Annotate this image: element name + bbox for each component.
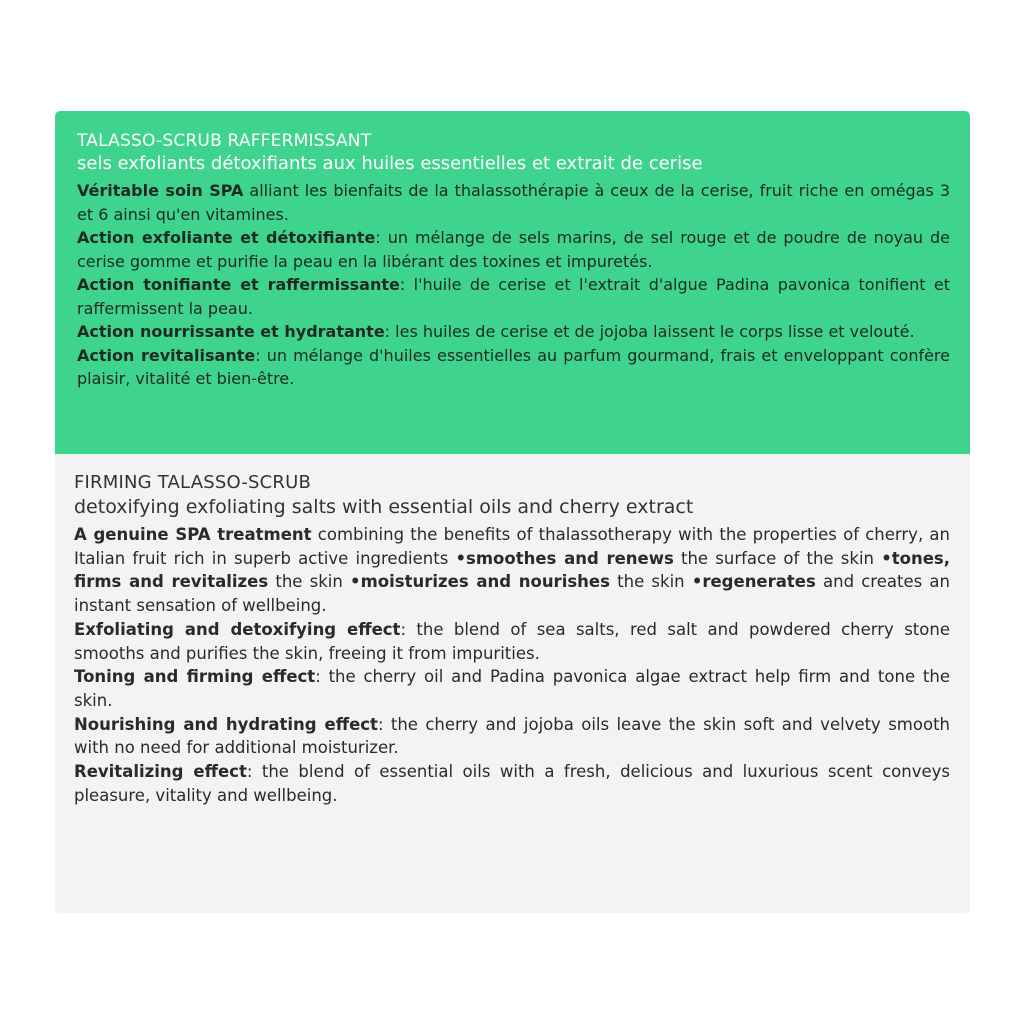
french-paragraph-toning-heading: Action tonifiante et raffermissante [77,275,400,294]
french-paragraph-toning-text: : l'huile de cerise et l'extrait d'algue Padina pavonica tonifient et raffermissent la peau. [77,275,951,318]
french-paragraph-nourishing-heading: Action nourrissante et hydratante [77,322,385,341]
english-spa-benefit-tones: •tones, firms and revitalizes [74,548,950,592]
english-spa-text-4: the skin [609,572,692,592]
english-paragraph-spa [74,523,950,618]
english-paragraph-exfoliating [74,618,950,665]
english-paragraph-nourishing [74,713,950,760]
english-spa-text-1: combining the benefits of thalassotherapy with the properties of cherry, an Italian fruit rich in superb active ingredients [74,525,950,568]
french-subtitle: sels exfoliants détoxifiants aux huiles essentielles et extrait de cerise [77,153,703,174]
french-paragraph-revitalizing [77,344,950,391]
french-title: TALASSO-SCRUB RAFFERMISSANT [77,131,372,151]
english-paragraph-nourishing-heading: Nourishing and hydrating effect [74,714,378,734]
french-paragraph-exfoliating-heading: Action exfoliante et détoxifiante [77,228,376,247]
english-paragraph-revitalizing-heading: Revitalizing effect [74,762,247,782]
french-paragraph-spa-text: alliant les bienfaits de la thalassothérapie à ceux de la cerise, fruit riche en omégas 3 et 6 ainsi qu'en vitamines. [77,181,950,224]
english-spa-benefit-smoothes: •smoothes and renews [455,548,674,568]
english-spa-benefit-moisturizes: •moisturizes and nourishes [350,572,610,592]
french-paragraph-spa-heading: Véritable soin SPA [77,181,244,200]
english-section [55,454,970,913]
english-paragraph-revitalizing-text: : the blend of essential oils with a fresh, delicious and luxurious scent conveys pleasure, vitality and wellbeing. [74,762,950,805]
english-subtitle: detoxifying exfoliating salts with essential oils and cherry extract [74,496,694,518]
english-spa-text-5: and creates an instant sensation of wellbeing. [74,572,950,616]
french-paragraph-nourishing-text: : les huiles de cerise et de jojoba laissent le corps lisse et velouté. [384,322,915,341]
english-spa-text-2: the surface of the skin [673,548,882,568]
english-paragraph-revitalizing [74,760,950,807]
english-paragraph-toning-text: : the cherry oil and Padina pavonica algae extract help firm and tone the skin. [74,667,950,710]
product-label-panel [55,111,970,913]
english-title: FIRMING TALASSO-SCRUB [74,472,312,493]
french-paragraph-revitalizing-text: : un mélange d'huiles essentielles au parfum gourmand, frais et enveloppant confère plaisir, vitalité et bien-être. [77,345,951,388]
french-paragraph-revitalizing-heading: Action revitalisante [77,345,256,365]
french-paragraph-spa [77,179,950,226]
english-spa-benefit-regenerates: •regenerates [691,572,816,592]
french-paragraph-nourishing [77,320,950,344]
english-spa-text-3: the skin [268,572,351,592]
english-paragraph-toning-heading: Toning and firming effect [74,667,316,687]
french-paragraph-toning [77,273,950,320]
french-paragraph-exfoliating-text: : un mélange de sels marins, de sel rouge et de poudre de noyau de cerise gomme et purifie la peau en la libérant des toxines et impuretés. [77,228,950,271]
french-paragraph-exfoliating [77,226,950,273]
french-section [55,111,970,454]
english-paragraph-nourishing-text: : the cherry and jojoba oils leave the skin soft and velvety smooth with no need for additional moisturizer. [74,714,950,758]
english-paragraph-exfoliating-text: : the blend of sea salts, red salt and powdered cherry stone smooths and purifies the skin, freeing it from impurities. [74,619,950,663]
english-paragraph-exfoliating-heading: Exfoliating and detoxifying effect [74,619,401,639]
english-paragraph-toning [74,665,950,712]
english-spa-heading: A genuine SPA treatment [74,525,312,544]
